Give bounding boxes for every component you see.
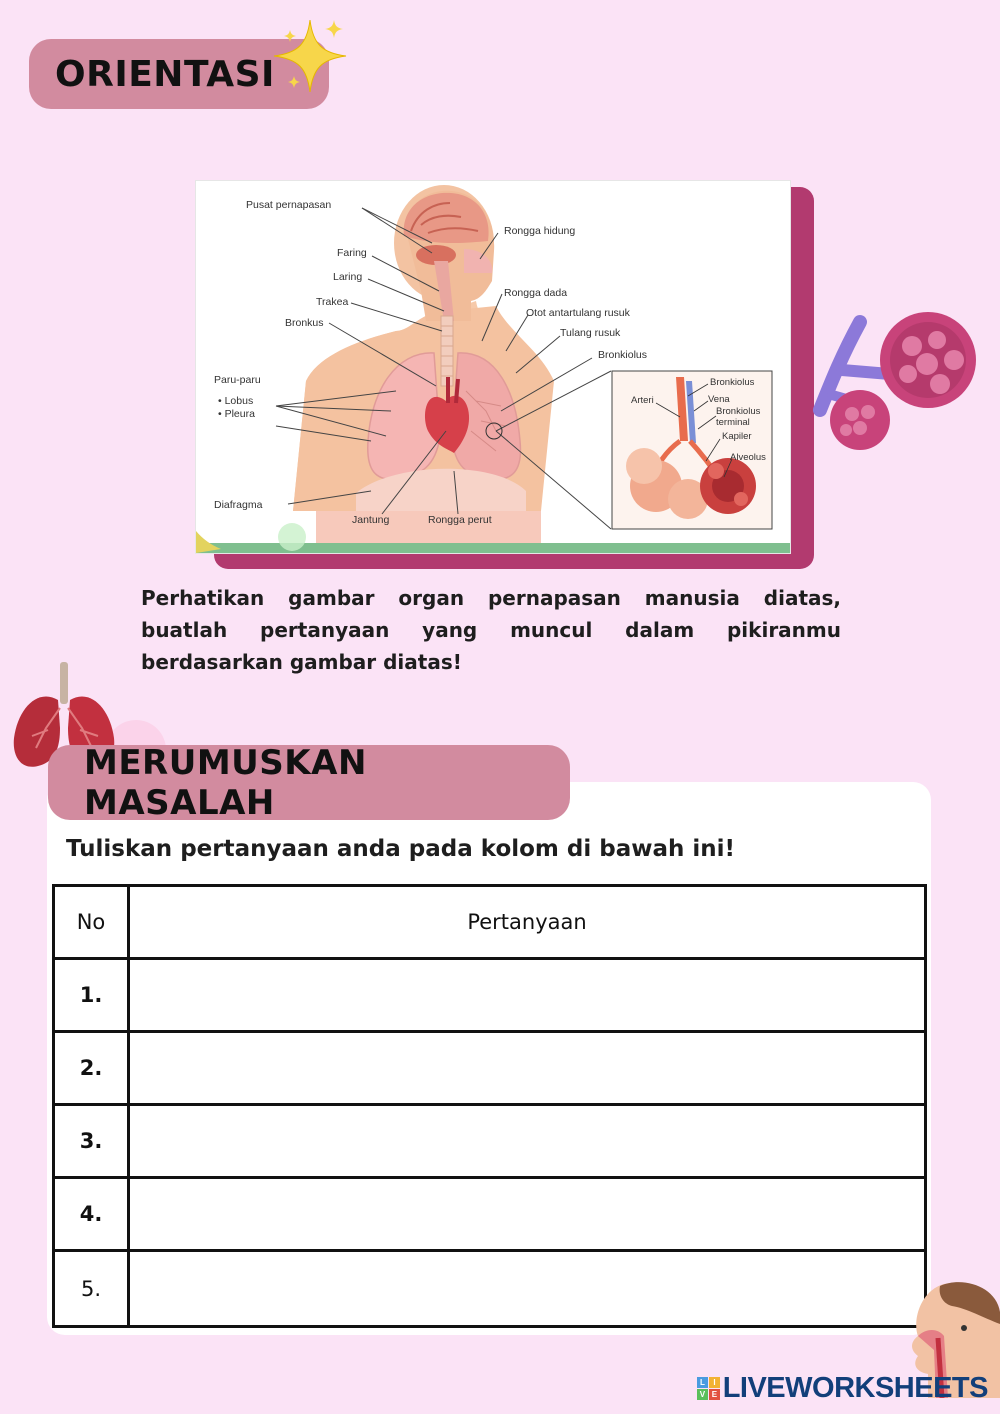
merumuskan-title: MERUMUSKAN MASALAH (84, 742, 367, 823)
label-jantung: Jantung (352, 514, 390, 526)
label-laring: Laring (333, 271, 363, 283)
label-tulang-rusuk: Tulang rusuk (560, 327, 621, 339)
table-header-row (54, 886, 926, 959)
inset-label-bronkiolus: Bronkiolus (710, 377, 755, 388)
answer-cell-2[interactable] (129, 1032, 926, 1105)
label-rongga-dada: Rongga dada (504, 287, 568, 299)
row-number: 2. (54, 1032, 129, 1105)
header-pertanyaan: Pertanyaan (129, 886, 926, 959)
inset-label-bronkiolus-terminal-2: terminal (716, 417, 750, 428)
table-row (54, 1178, 926, 1251)
label-lobus: • Lobus (218, 395, 254, 407)
label-faring: Faring (337, 247, 367, 259)
row-number: 3. (54, 1105, 129, 1178)
table-row (54, 1251, 926, 1327)
header-no: No (54, 886, 129, 959)
label-pusat-pernapasan: Pusat pernapasan (246, 199, 332, 211)
inset-label-kapiler: Kapiler (722, 431, 752, 442)
label-paru-paru: Paru-paru (214, 374, 261, 386)
inset-label-arteri: Arteri (631, 395, 654, 406)
label-rongga-perut: Rongga perut (428, 514, 492, 526)
instruction-text: Perhatikan gambar organ pernapasan manusia diatas, buatlah pertanyaan yang muncul dalam pikiranmu berdasarkan gambar diatas! (141, 586, 841, 674)
label-bronkiolus: Bronkiolus (598, 349, 648, 361)
question-table (52, 884, 927, 1328)
answer-cell-5[interactable] (129, 1251, 926, 1327)
label-pleura: • Pleura (218, 408, 255, 420)
answer-cell-1[interactable] (129, 959, 926, 1032)
label-bronkus: Bronkus (285, 317, 324, 329)
orientasi-title: ORIENTASI (55, 53, 275, 95)
inset-label-vena: Vena (708, 394, 730, 405)
answer-cell-4[interactable] (129, 1178, 926, 1251)
table-row (54, 1105, 926, 1178)
inset-label-bronkiolus-terminal-1: Bronkiolus (716, 406, 761, 417)
row-number: 5. (54, 1251, 129, 1327)
alveoli-icon (812, 300, 987, 455)
liveworksheets-watermark (697, 1372, 988, 1405)
watermark-text: LIVEWORKSHEETS (722, 1372, 988, 1404)
answer-cell-3[interactable] (129, 1105, 926, 1178)
inset-label-alveolus: Alveolus (730, 452, 766, 463)
respiratory-system-figure (195, 180, 791, 554)
table-prompt: Tuliskan pertanyaan anda pada kolom di bawah ini! (66, 836, 736, 862)
alveoli-inset (612, 371, 772, 529)
row-number: 4. (54, 1178, 129, 1251)
sparkle-icon (268, 14, 352, 98)
label-trakea: Trakea (316, 296, 349, 308)
label-diafragma: Diafragma (214, 499, 263, 511)
table-row (54, 959, 926, 1032)
label-otot-antartulang-rusuk: Otot antartulang rusuk (526, 307, 630, 319)
liveworksheets-logo-icon: L I V E (697, 1377, 720, 1400)
label-rongga-hidung: Rongga hidung (504, 225, 576, 237)
merumuskan-heading (48, 742, 570, 823)
table-row (54, 1032, 926, 1105)
row-number: 1. (54, 959, 129, 1032)
